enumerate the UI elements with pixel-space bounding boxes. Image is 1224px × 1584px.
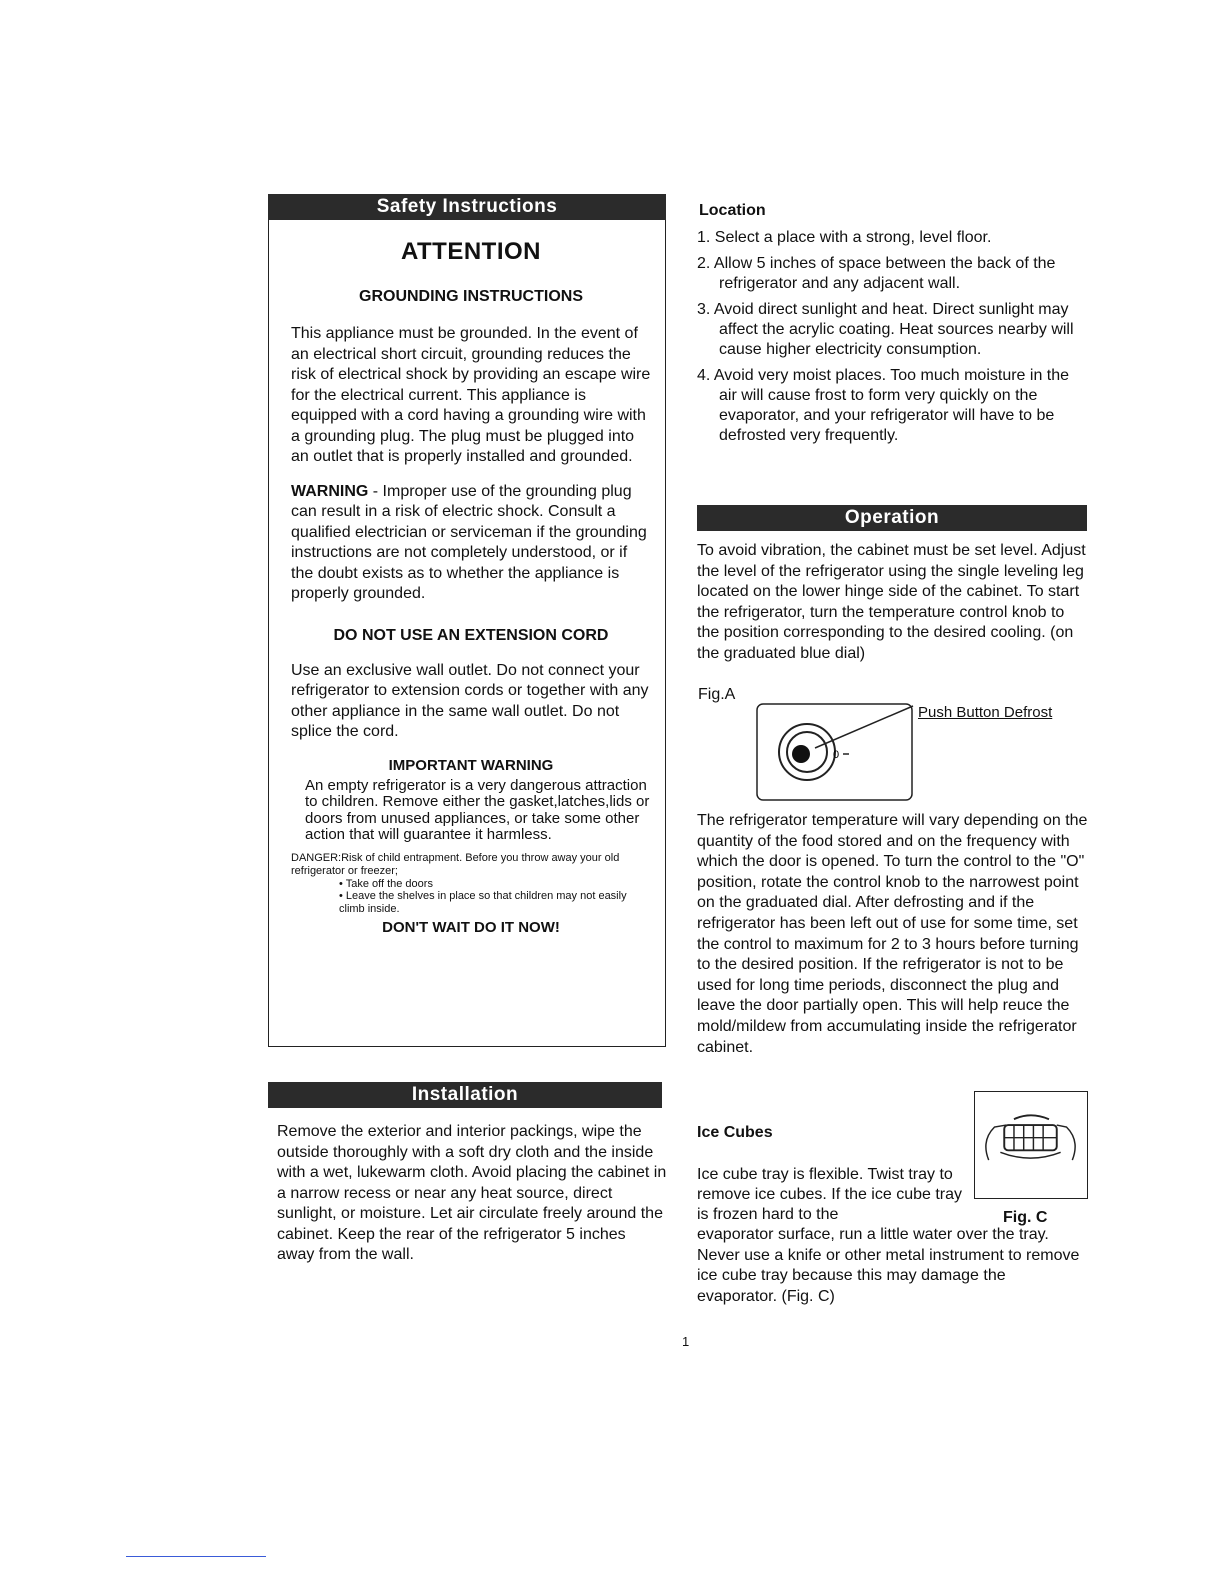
ice-tray-hands-icon xyxy=(975,1092,1086,1197)
danger-item-2: • Leave the shelves in place so that children may not easily climb inside. xyxy=(339,890,627,915)
push-button-defrost-label: Push Button Defrost xyxy=(918,704,1053,721)
fig-a-label: Fig.A xyxy=(698,686,736,703)
danger-text: DANGER:Risk of child entrapment. Before you throw away your old refrigerator or freezer; xyxy=(291,851,620,877)
warning-text: - Improper use of the grounding plug can result in a risk of electric shock. Consult a qualified electrician or serviceman if the grounding instructions are not completely understood, or if the doubt exists as to whether the appliance is properly grounded. xyxy=(291,482,647,602)
warning-label: WARNING xyxy=(291,482,369,500)
location-list xyxy=(697,228,1089,446)
dial-zero-mark: 0 xyxy=(833,749,840,761)
dial-knob xyxy=(792,745,810,763)
footer-rule xyxy=(126,1556,266,1557)
operation-text: To avoid vibration, the cabinet must be set level. Adjust the level of the refrigerator using the single leveling leg located on the lower hinge side of the cabinet. To start the refrigerator, turn the temperature control knob to the position corresponding to the desired cooling. (on the graduated blue dial) xyxy=(697,542,1086,662)
temperature-text: The refrigerator temperature will vary depending on the quantity of the food stored and on the frequency with which the door is opened. To turn the control to the "O" position, rotate the control knob to the narrowest point on the graduated dial. After defrosting and if the refrigerator has been left out of use for some time, set the control to maximum for 2 to 3 hours before turning to the desired position. If the refrigerator is not to be used for long time periods, disconnect the plug and leave the door partially open. This will help reuce the mold/mildew from accumulating inside the refrigerator cabinet. xyxy=(697,812,1088,1056)
safety-section xyxy=(268,194,666,1047)
fig-c-illustration xyxy=(974,1091,1088,1199)
danger-item-1: • Take off the doors xyxy=(339,877,433,890)
location-item-4: 4. Avoid very moist places. Too much moisture in the air will cause frost to form very quickly on the evaporator, and your refrigerator will have to be defrosted very frequently. xyxy=(697,367,1070,444)
important-text: An empty refrigerator is a very dangerous attraction to children. Remove either the gasket,latches,lids or doors from unused appliances, or take some other action that will guarantee it harmless. xyxy=(305,776,650,843)
location-item-1: 1. Select a place with a strong, level floor. xyxy=(697,229,992,246)
location-heading: Location xyxy=(699,202,766,219)
grounding-text: This appliance must be grounded. In the event of an electrical short circuit, grounding reduces the risk of electrical shock by providing an escape wire for the electrical current. This appliance is equipped with a cord having a grounding wire with a grounding plug. The plug must be plugged into an outlet that is properly installed and grounded. xyxy=(291,325,651,465)
fig-a-dial-diagram xyxy=(755,702,915,802)
location-item-3: 3. Avoid direct sunlight and heat. Direct sunlight may affect the acrylic coating. Heat sources nearby will cause higher electricity consumption. xyxy=(697,301,1074,358)
grounding-heading: GROUNDING INSTRUCTIONS xyxy=(359,288,583,305)
ice-cubes-text-1: Ice cube tray is flexible. Twist tray to remove ice cubes. If the ice cube tray is frozen hard to the xyxy=(697,1166,963,1223)
location-item-2: 2. Allow 5 inches of space between the back of the refrigerator and any adjacent wall. xyxy=(697,255,1056,292)
location-section xyxy=(697,194,1089,452)
operation-bar-title: Operation xyxy=(697,505,1087,531)
extension-text: Use an exclusive wall outlet. Do not connect your refrigerator to extension cords or together with any other appliance in the same wall outlet. Do not splice the cord. xyxy=(291,661,649,740)
safety-bar-title: Safety Instructions xyxy=(268,194,666,220)
safety-box xyxy=(268,220,666,1047)
push-button-leader-line xyxy=(815,706,913,748)
ice-cubes-text-2: evaporator surface, run a little water over the tray. Never use a knife or other metal instrument to remove ice cube tray because this may damage the evaporator. (Fig. C) xyxy=(697,1226,1080,1305)
warning-paragraph xyxy=(291,482,651,605)
installation-bar-title: Installation xyxy=(268,1082,662,1108)
extension-heading: DO NOT USE AN EXTENSION CORD xyxy=(333,626,609,644)
page-number: 1 xyxy=(682,1334,690,1349)
dont-wait-text: DON'T WAIT DO IT NOW! xyxy=(382,919,560,936)
attention-heading: ATTENTION xyxy=(400,238,542,265)
fig-c-label: Fig. C xyxy=(1003,1209,1048,1226)
installation-text: Remove the exterior and interior packings, wipe the outside thoroughly with a soft dry cloth and the inside with a wet, lukewarm cloth. Avoid placing the cabinet in a narrow recess or near any heat source, direct sunlight, or moisture. Let air circulate freely around the cabinet. Keep the rear of the refrigerator 5 inches away from the wall. xyxy=(277,1123,667,1263)
important-heading: IMPORTANT WARNING xyxy=(388,756,554,774)
ice-cubes-heading: Ice Cubes xyxy=(697,1124,773,1141)
